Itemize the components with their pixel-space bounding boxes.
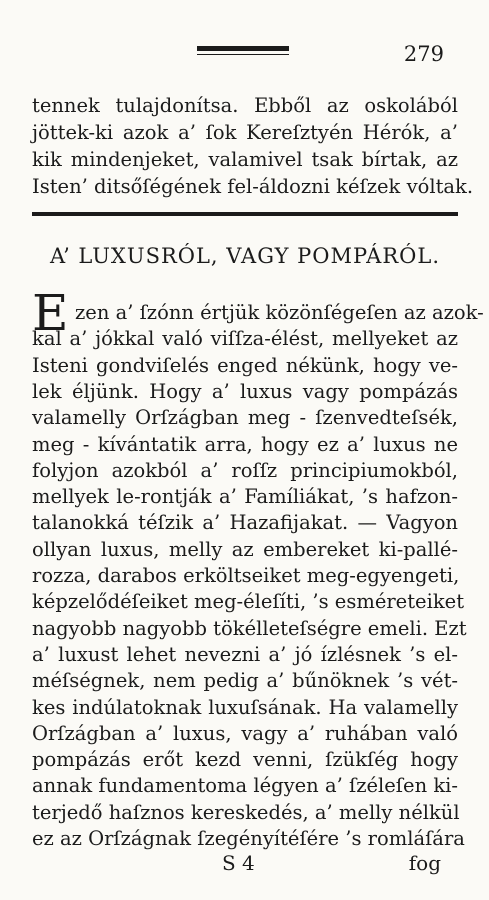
body-line-17: Orſzágban a’ luxus, vagy a’ ruhában való [32,721,458,745]
body-line-9: talanokká téſzik a’ Hazafijakat. — Vagyon [32,511,458,535]
page-number: 279 [403,42,444,66]
body-line-4: lek éljünk. Hogy a’ luxus vagy pompázás [32,379,458,403]
intro-line-2: jöttek-ki azok a’ ſok Kereſztyén Hérók, a’ [32,121,458,144]
body-line-3: Isteni gondviſelés enged nékünk, hogy ve- [32,353,458,377]
body-line-10: ollyan luxus, melly az embereket ki-pallé- [32,537,458,561]
body-line-20: terjedő haſznos kereskedés, a’ melly nélkül [32,800,460,824]
intro-line-1: tennek tulajdonítsa. Ebből az oskolából [32,94,458,117]
body-line-6: meg - kívántatik arra, hogy ez a’ luxus ne [32,432,458,456]
body-line-2: kal a’ jókkal való viſſza-élést, mellyeket az [32,327,458,351]
intro-line-3: kik mindenjeket, valamivel tsak bírtak, az [32,148,458,171]
body-line-8: mellyek le-rontják a’ Famíliákat, ’s hafzon- [32,485,458,509]
drop-cap: E [32,284,69,342]
body-line-14: a’ luxust lehet nevezni a’ jó ízlésnek ’s el- [32,642,458,666]
body-line-12: képzelődéſeiket meg-éleſíti, ’s esméreteiket [32,590,465,614]
body-line-13: nagyobb nagyobb tökélleteſségre emeli. Ezt [32,616,467,640]
body-line-7: folyjon azokból a’ roſſz principiumokból, [32,458,458,482]
catchword: fog [408,851,441,875]
body-line-18: pompázás erőt kezd venni, ſzükſég hogy [32,748,458,772]
body-line-21: ez az Orſzágnak ſzegényítéſére ’s romláſára [32,827,465,850]
printer-signature-mark: S 4 [222,851,255,875]
body-line-15: méſségnek, nem pedig a’ bűnöknek ’s vét- [32,669,458,693]
body-line-19: annak fundamentoma légyen a’ ſzéleſen ki- [32,774,458,798]
body-line-16: kes indúlatoknak luxuſsának. Ha valamelly [32,695,458,719]
section-heading: A’ LUXUSRÓL, VAGY POMPÁRÓL. [50,244,440,268]
body-line-1: zen a’ ſzónn értjük közönſégeſen az azok- [75,301,484,324]
section-divider-rule [32,212,458,216]
intro-line-4: Isten’ ditsőſégének fel-áldozni kéſzek vóltak. [32,175,474,198]
body-line-5: valamelly Orſzágban meg - ſzenvedteſsék, [32,406,458,430]
body-line-11: rozza, darabos erköltseiket meg-egyengeti, [32,564,460,587]
header-ornament-rule [197,46,289,55]
